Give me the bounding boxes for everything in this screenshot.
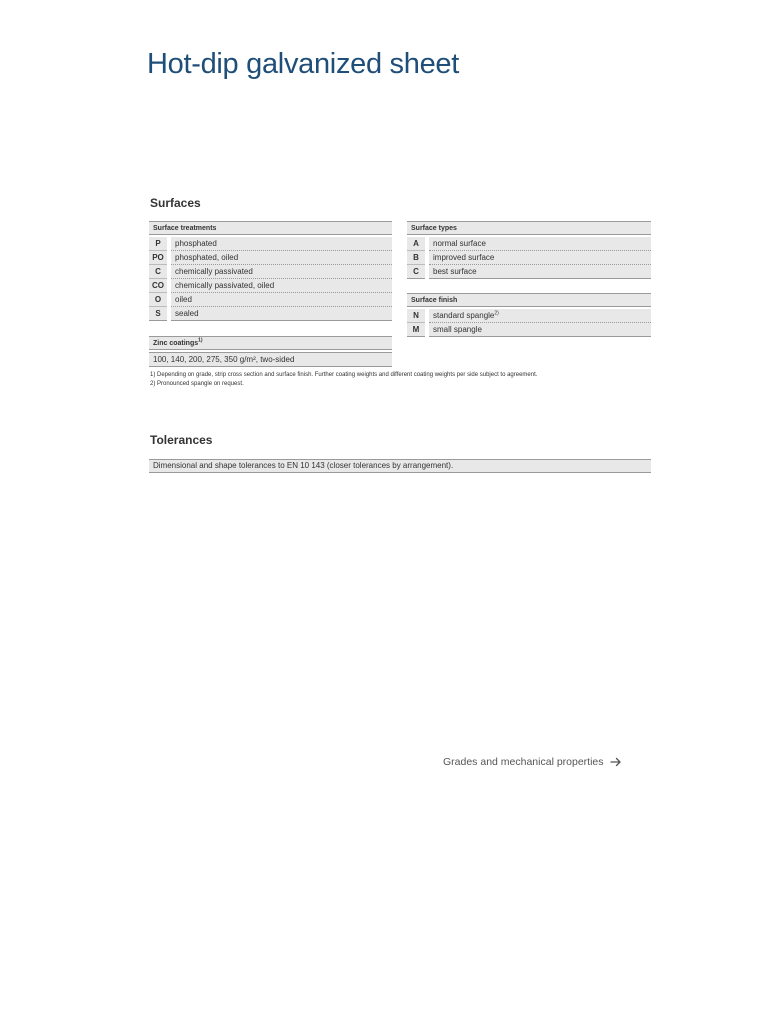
table-row [149, 279, 392, 293]
row-label: small spangle [429, 323, 651, 337]
zinc-coatings-value: 100, 140, 200, 275, 350 g/m², two-sided [149, 352, 392, 367]
table-row [407, 237, 651, 251]
row-code: C [149, 265, 167, 279]
row-code: C [407, 265, 425, 279]
zinc-header-label: Zinc coatings [153, 340, 199, 347]
row-label: improved surface [429, 251, 651, 265]
tolerances-text: Dimensional and shape tolerances to EN 10 143 (closer tolerances by arrangement). [149, 459, 651, 473]
row-label: best surface [429, 265, 651, 279]
row-label: chemically passivated, oiled [171, 279, 392, 293]
row-code: B [407, 251, 425, 265]
table-row [407, 265, 651, 279]
surface-treatments-header: Surface treatments [149, 221, 392, 235]
row-code: A [407, 237, 425, 251]
row-code: O [149, 293, 167, 307]
link-label: Grades and mechanical properties [443, 756, 604, 768]
table-row [149, 251, 392, 265]
footnote-ref: 2) [494, 310, 499, 317]
table-row [407, 323, 651, 337]
surfaces-heading: Surfaces [150, 196, 201, 210]
row-label: oiled [171, 293, 392, 307]
row-code: PO [149, 251, 167, 265]
row-label-container [429, 309, 651, 323]
row-label: phosphated [171, 237, 392, 251]
footnotes [150, 371, 650, 389]
row-code: CO [149, 279, 167, 293]
table-row [149, 265, 392, 279]
row-code: P [149, 237, 167, 251]
table-row [407, 309, 651, 323]
surface-types-table [407, 221, 651, 279]
row-label: normal surface [429, 237, 651, 251]
surface-finish-table [407, 293, 651, 337]
surface-types-header: Surface types [407, 221, 651, 235]
table-row [149, 293, 392, 307]
surface-treatments-table [149, 221, 392, 321]
footnote: 1) Depending on grade, strip cross section and surface finish. Further coating weights and different coating weights per side subject to agreement. [150, 372, 538, 378]
grades-mechanical-properties-link[interactable] [443, 756, 622, 768]
zinc-coatings-header [149, 336, 392, 350]
row-label: standard spangle [433, 311, 495, 320]
row-label: phosphated, oiled [171, 251, 392, 265]
surface-finish-header: Surface finish [407, 293, 651, 307]
row-label: chemically passivated [171, 265, 392, 279]
table-row [149, 237, 392, 251]
table-row [407, 251, 651, 265]
table-row [149, 307, 392, 321]
zinc-coatings-table [149, 336, 392, 367]
row-code: S [149, 307, 167, 321]
row-code: M [407, 323, 425, 337]
footnote: 2) Pronounced spangle on request. [150, 381, 244, 387]
row-label: sealed [171, 307, 392, 321]
page-title: Hot-dip galvanized sheet [147, 48, 459, 80]
arrow-right-icon [610, 756, 622, 768]
row-code: N [407, 309, 425, 323]
tolerances-heading: Tolerances [150, 433, 213, 447]
footnote-ref: 1) [198, 337, 203, 344]
